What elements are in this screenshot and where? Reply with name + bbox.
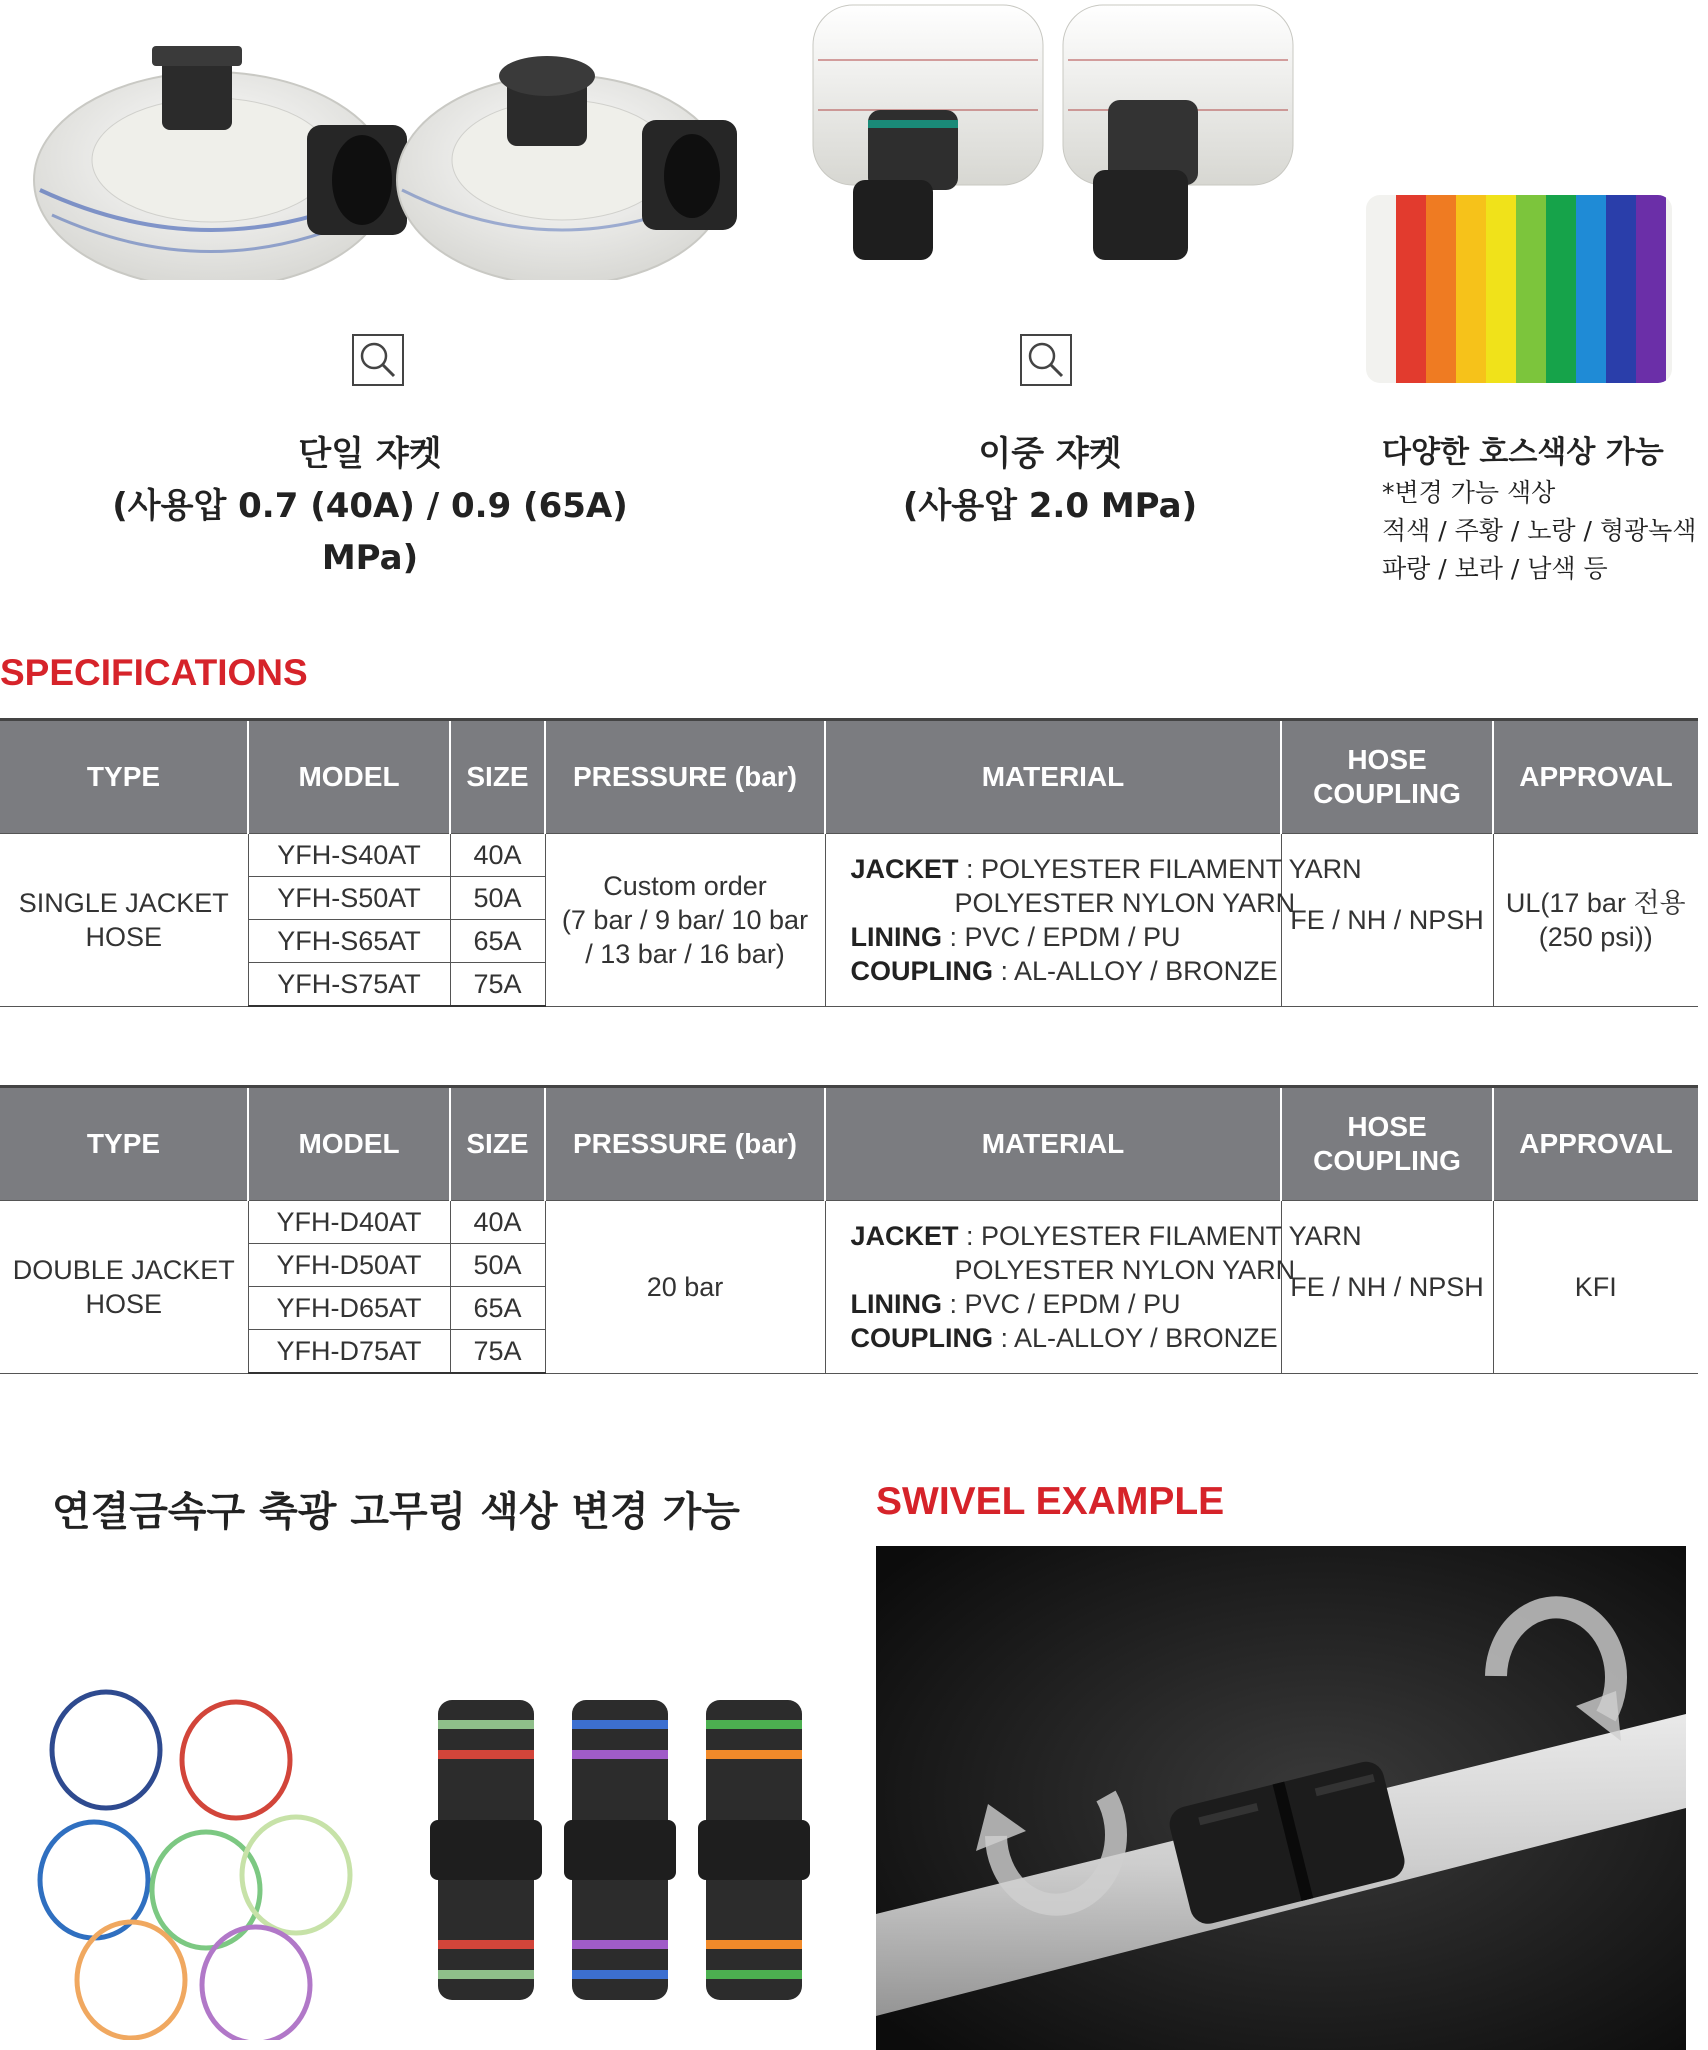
coupler-color-band: [706, 1720, 802, 1729]
size-cell: 65A: [450, 1287, 545, 1330]
coupler-color-band: [438, 1940, 534, 1949]
header-material: MATERIAL: [825, 1087, 1281, 1201]
swivel-coupler: [430, 1700, 542, 2000]
swivel-coupler: [698, 1700, 810, 2000]
hose-color-stripe: [1636, 195, 1666, 383]
coupling-label: COUPLING: [850, 955, 994, 986]
color-options-note: [1382, 432, 1696, 588]
hose-color-stripe: [1486, 195, 1516, 383]
lining-label: LINING: [850, 921, 942, 952]
pressure-cell: [545, 834, 825, 1007]
header-size: SIZE: [450, 1087, 545, 1201]
coupling-label: COUPLING: [850, 1322, 994, 1353]
hose-color-swatch-image: [1366, 195, 1672, 383]
single-jacket-spec-table: [0, 718, 1698, 1007]
coupling-value: : AL-ALLOY / BRONZE: [993, 955, 1278, 986]
coupler-color-band: [706, 1750, 802, 1759]
header-model: MODEL: [248, 720, 450, 834]
model-cell: YFH-S40AT: [248, 834, 450, 877]
single-jacket-pressure: (사용압 0.7 (40A) / 0.9 (65A) MPa): [112, 486, 628, 578]
type-text: DOUBLE JACKET: [12, 1254, 235, 1285]
hose-color-stripe: [1426, 195, 1456, 383]
coupler-color-band: [572, 1940, 668, 1949]
coupler-color-band: [572, 1750, 668, 1759]
header-type: TYPE: [0, 1087, 248, 1201]
size-cell: 75A: [450, 963, 545, 1007]
model-cell: YFH-D75AT: [248, 1330, 450, 1374]
double-jacket-spec-table: [0, 1085, 1698, 1374]
coupler-color-band: [706, 1940, 802, 1949]
hose-color-stripe: [1606, 195, 1636, 383]
rubber-ring-title: 연결금속구 축광 고무링 색상 변경 가능: [52, 1489, 740, 1535]
pressure-text: / 13 bar / 16 bar): [585, 938, 785, 969]
lining-value: : PVC / EPDM / PU: [942, 1288, 1181, 1319]
hose-color-stripe: [1396, 195, 1426, 383]
model-cell: YFH-S50AT: [248, 877, 450, 920]
type-cell: [0, 1201, 248, 1374]
rubber-ring: [52, 1692, 160, 1808]
header-coupling-line: HOSE: [1347, 1111, 1427, 1142]
header-size: SIZE: [450, 720, 545, 834]
size-cell: 50A: [450, 1244, 545, 1287]
header-material: MATERIAL: [825, 720, 1281, 834]
size-cell: 40A: [450, 834, 545, 877]
header-type: TYPE: [0, 720, 248, 834]
header-coupling: [1281, 1087, 1493, 1201]
header-coupling-line: COUPLING: [1313, 1145, 1461, 1176]
jacket-value: : POLYESTER FILAMENT YARN: [958, 853, 1362, 884]
jacket-value-2: POLYESTER NYLON YARN: [954, 887, 1296, 918]
hose-color-stripe: [1576, 195, 1606, 383]
model-cell: YFH-D40AT: [248, 1201, 450, 1244]
model-cell: YFH-S65AT: [248, 920, 450, 963]
coupler-color-band: [438, 1750, 534, 1759]
hose-coupling-cell: FE / NH / NPSH: [1281, 834, 1493, 1007]
size-cell: 40A: [450, 1201, 545, 1244]
header-approval: APPROVAL: [1493, 1087, 1698, 1201]
size-cell: 50A: [450, 877, 545, 920]
size-cell: 75A: [450, 1330, 545, 1374]
swivel-coupler: [564, 1700, 676, 2000]
rubber-ring: [77, 1922, 185, 2038]
hose-color-stripe: [1546, 195, 1576, 383]
lining-label: LINING: [850, 1288, 942, 1319]
pressure-text: Custom order: [603, 870, 767, 901]
rubber-rings-image: [36, 1670, 386, 2040]
zoom-single-jacket-button[interactable]: [352, 334, 404, 386]
material-cell: [825, 834, 1362, 1007]
rubber-ring: [202, 1927, 310, 2040]
table-header-row: [0, 1087, 1698, 1201]
rubber-ring: [182, 1702, 290, 1818]
header-coupling-line: COUPLING: [1313, 778, 1461, 809]
jacket-value: : POLYESTER FILAMENT YARN: [958, 1220, 1362, 1251]
double-jacket-caption: [820, 428, 1280, 532]
coupler-color-band: [572, 1720, 668, 1729]
single-jacket-hose-photo: [22, 40, 742, 280]
coupler-color-band: [438, 1970, 534, 1979]
coupling-value: : AL-ALLOY / BRONZE: [993, 1322, 1278, 1353]
type-text: HOSE: [85, 1288, 163, 1319]
material-cell: [825, 1201, 1362, 1374]
approval-cell: [1493, 834, 1698, 1007]
double-jacket-title: 이중 쟈켓: [978, 434, 1122, 474]
jacket-label: JACKET: [850, 853, 959, 884]
type-text: HOSE: [85, 921, 163, 952]
color-options-title: 다양한 호스색상 가능: [1382, 435, 1664, 470]
header-pressure: PRESSURE (bar): [545, 720, 825, 834]
single-jacket-title: 단일 쟈켓: [298, 434, 442, 474]
hose-color-stripe: [1456, 195, 1486, 383]
swivel-example-image: [876, 1546, 1686, 2050]
double-jacket-pressure: (사용압 2.0 MPa): [902, 486, 1198, 526]
specifications-heading: SPECIFICATIONS: [0, 652, 308, 693]
double-jacket-hose-photo: [808, 0, 1308, 270]
pressure-text: (7 bar / 9 bar/ 10 bar: [561, 904, 809, 935]
swivel-example-title: SWIVEL EXAMPLE: [876, 1480, 1225, 1523]
zoom-double-jacket-button[interactable]: [1020, 334, 1072, 386]
model-cell: YFH-D50AT: [248, 1244, 450, 1287]
header-pressure: PRESSURE (bar): [545, 1087, 825, 1201]
table-row: [0, 1201, 1698, 1244]
approval-cell: KFI: [1493, 1201, 1698, 1374]
magnifier-icon: [1022, 336, 1070, 384]
table-row: [0, 834, 1698, 877]
header-approval: APPROVAL: [1493, 720, 1698, 834]
jacket-label: JACKET: [850, 1220, 959, 1251]
coupler-color-band: [438, 1720, 534, 1729]
coupler-color-band: [706, 1970, 802, 1979]
model-cell: YFH-D65AT: [248, 1287, 450, 1330]
coupler-color-band: [572, 1970, 668, 1979]
approval-text: UL(17 bar 전용: [1505, 887, 1686, 918]
table-header-row: [0, 720, 1698, 834]
magnifier-icon: [354, 336, 402, 384]
hose-coupling-cell: FE / NH / NPSH: [1281, 1201, 1493, 1374]
single-jacket-caption: [60, 428, 680, 584]
color-options-label: *변경 가능 색상: [1382, 478, 1556, 507]
color-options-line: 파랑 / 보라 / 남색 등: [1382, 554, 1608, 583]
color-options-line: 적색 / 주황 / 노랑 / 형광녹색: [1382, 516, 1697, 545]
swivel-couplers-image: [420, 1700, 820, 2000]
header-model: MODEL: [248, 1087, 450, 1201]
type-text: SINGLE JACKET: [18, 887, 229, 918]
approval-text: (250 psi)): [1538, 921, 1653, 952]
pressure-cell: 20 bar: [545, 1201, 825, 1374]
header-coupling-line: HOSE: [1347, 744, 1427, 775]
jacket-value-2: POLYESTER NYLON YARN: [954, 1254, 1296, 1285]
header-coupling: [1281, 720, 1493, 834]
lining-value: : PVC / EPDM / PU: [942, 921, 1181, 952]
type-cell: [0, 834, 248, 1007]
size-cell: 65A: [450, 920, 545, 963]
hose-color-stripe: [1516, 195, 1546, 383]
model-cell: YFH-S75AT: [248, 963, 450, 1007]
